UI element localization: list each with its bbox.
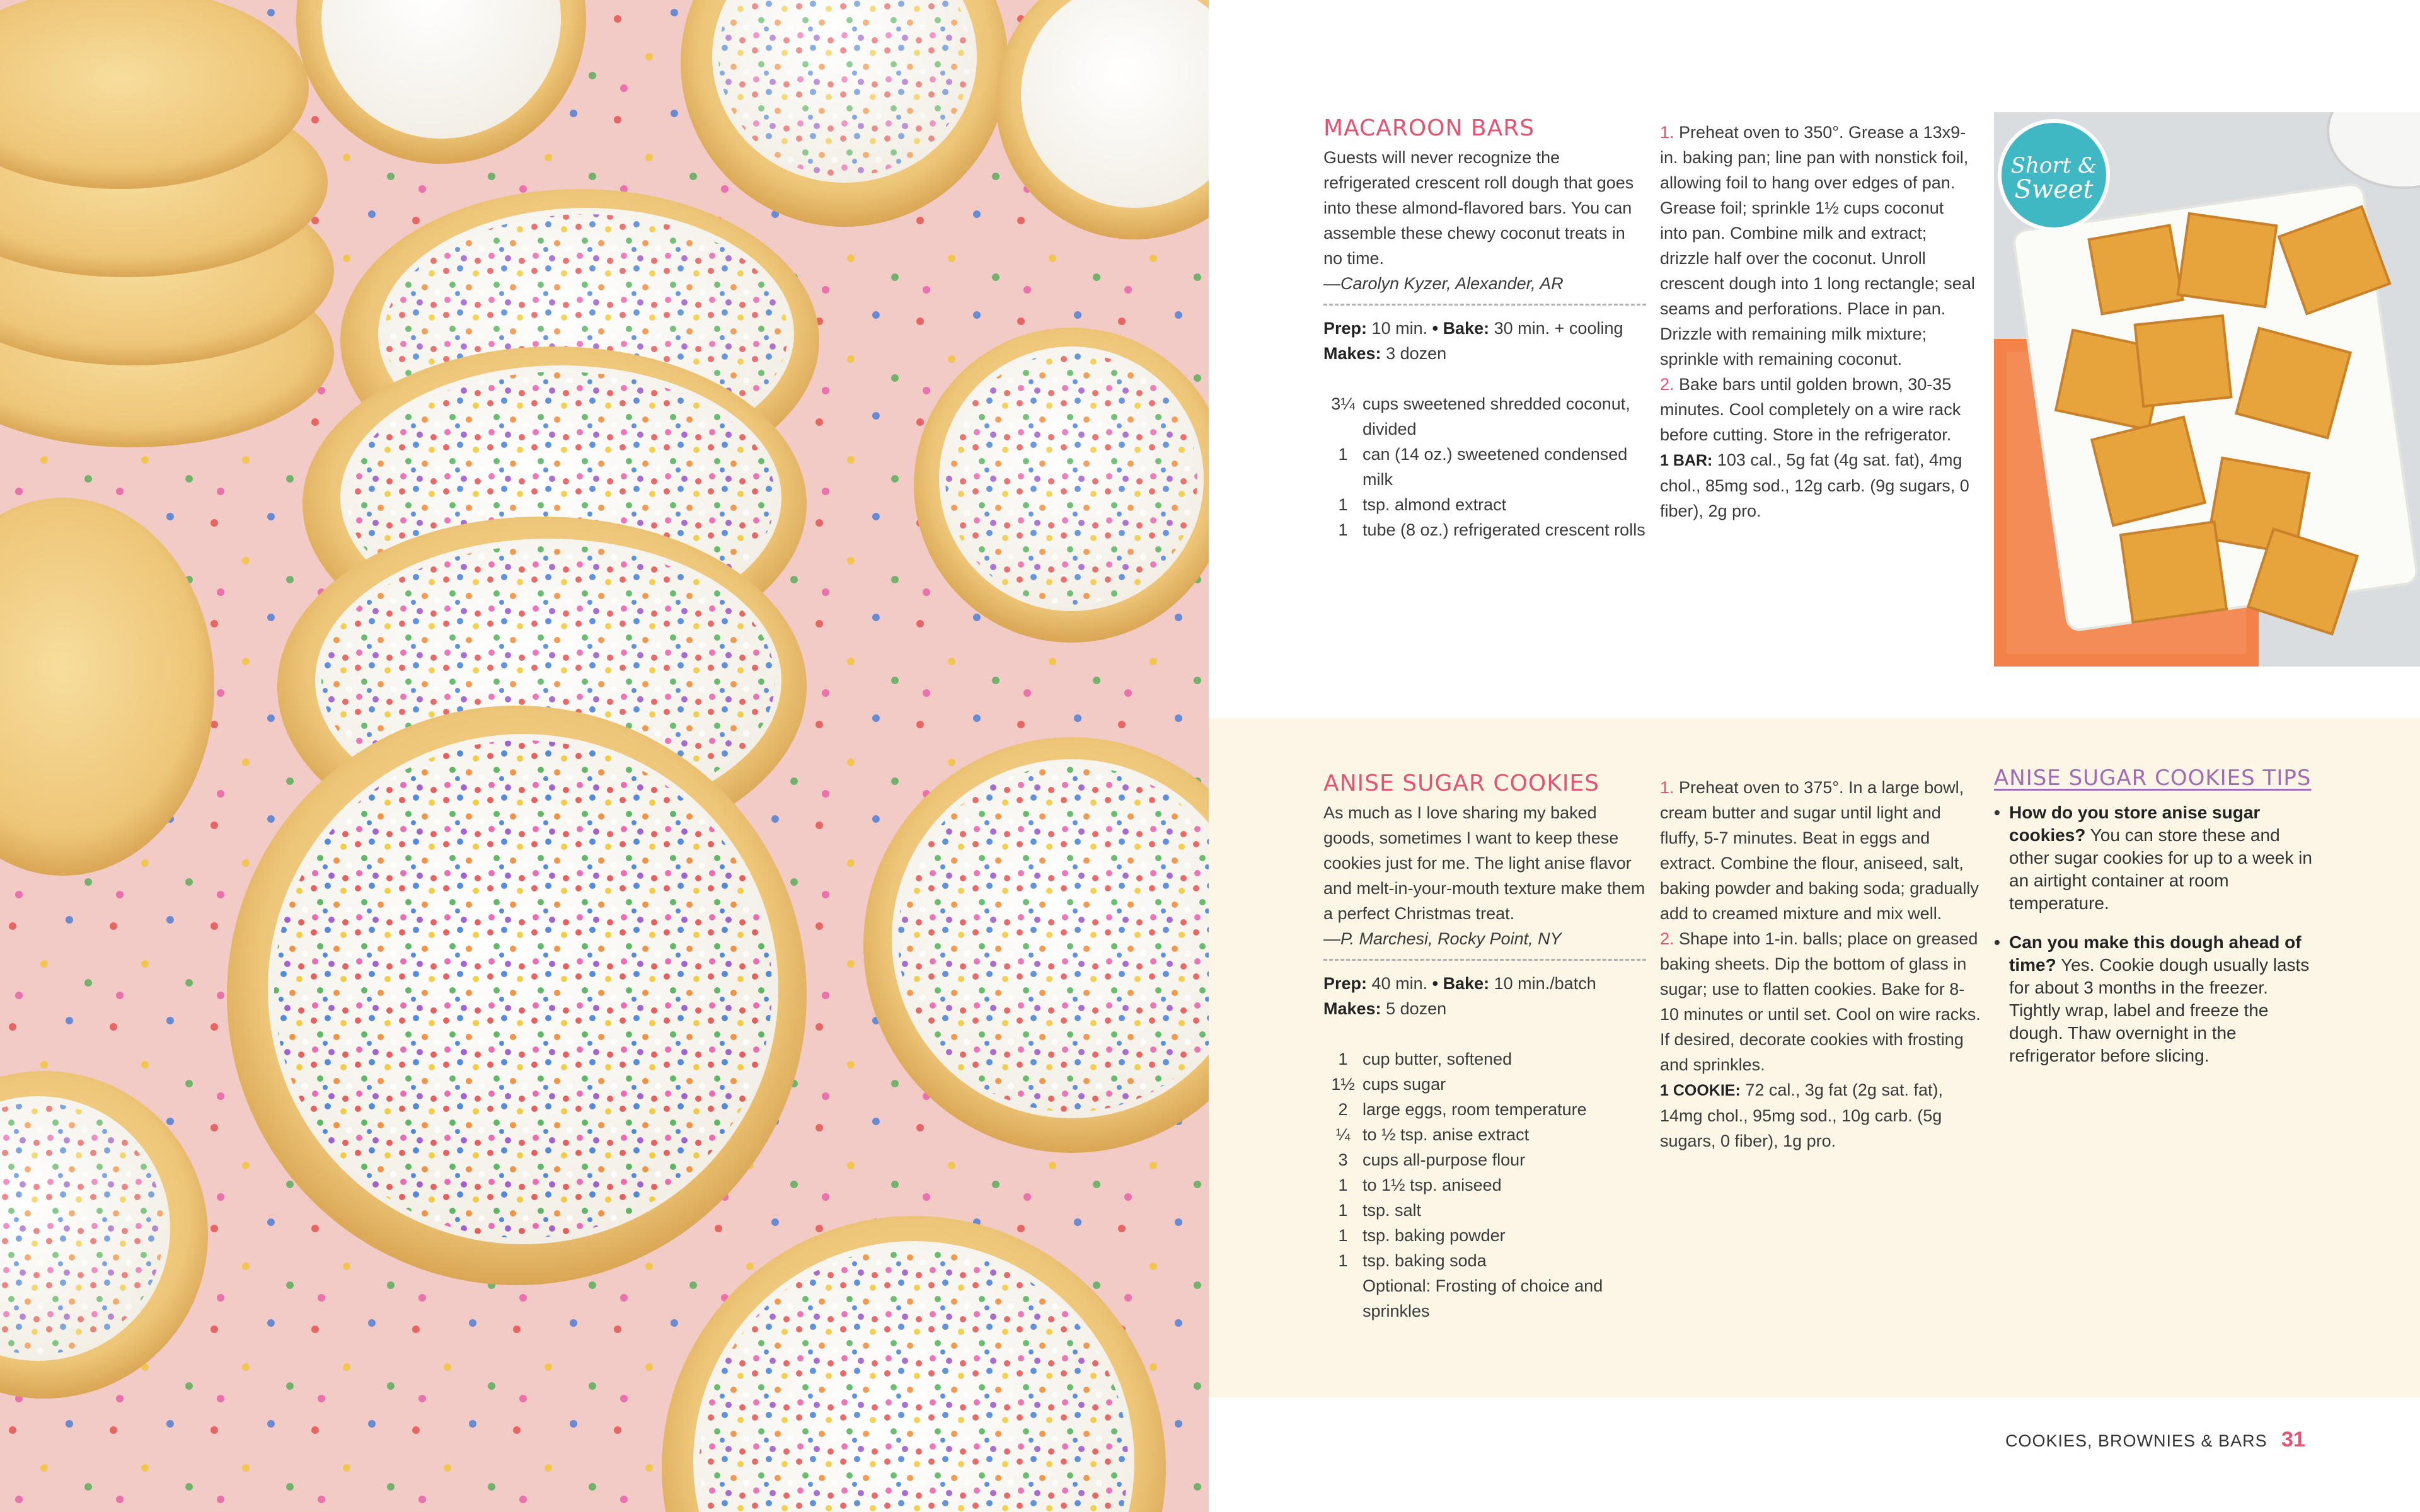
recipe-byline: —P. Marchesi, Rocky Point, NY [1323,929,1562,948]
ingredient-qty: 1 [1338,495,1348,514]
makes-value: 3 dozen [1386,344,1447,363]
prep-label: Prep: [1323,974,1368,993]
ingredient-item [1323,1072,1646,1097]
recipe-byline: —Carolyn Kyzer, Alexander, AR [1323,274,1564,293]
ingredient-item [1323,517,1646,542]
makes-value: 5 dozen [1386,999,1447,1018]
step-number: 2. [1660,375,1674,394]
dashed-divider [1323,959,1646,961]
badge-line-1: Short & [2010,153,2097,178]
ingredient-text: tsp. salt [1363,1201,1422,1220]
ingredient-qty: 1 [1338,1251,1348,1270]
step-text: Bake bars until golden brown, 30-35 minutes. Cool completely on a wire rack before cutting. Store in the refrigerator. [1660,375,1961,444]
ingredient-item [1323,1172,1646,1198]
ingredient-item [1323,442,1646,492]
ingredient-text: tube (8 oz.) refrigerated crescent rolls [1363,520,1645,539]
direction-step [1660,775,1983,926]
ingredient-text: cups sweetened shredded coconut, divided [1363,394,1630,438]
direction-step [1660,926,1983,1077]
badge-line-2: Sweet [2014,175,2094,204]
recipe-times [1323,971,1646,996]
step-number: 2. [1660,929,1674,948]
ingredient-text: to ½ tsp. anise extract [1363,1125,1530,1144]
page-number: 31 [2281,1428,2305,1452]
bullet-icon: • [1994,932,2000,952]
ingredient-qty: 1 [1338,1050,1348,1068]
anise-cookies-directions-column [1660,775,1983,1154]
ingredient-qty: 3 [1338,1150,1348,1169]
ingredient-text: to 1½ tsp. aniseed [1363,1176,1502,1194]
ingredient-text: cup butter, softened [1363,1050,1512,1068]
tips-box [1994,764,2322,1084]
ingredient-qty: 1 [1338,520,1348,539]
bake-label: Bake: [1443,319,1490,338]
recipe-intro: As much as I love sharing my baked goods, sometimes I want to keep these cookies just for me. The light anise flavor and melt-in-your-mouth texture make them a perfect Christmas treat. [1323,803,1645,923]
ingredient-item [1323,1223,1646,1248]
step-text: Preheat oven to 350°. Grease a 13x9-in. baking pan; line pan with nonstick foil, allowing foil to hang over edges of pan. Grease foil; sprinkle 1½ cups coconut into pan. Combine milk and extract; drizzle half over the coconut. Unroll crescent dough into 1 long rectangle; seal seams and perforations. Place in pan. Drizzle with remaining milk mixture; sprinkle with remaining coconut. [1660,123,1975,369]
ingredient-qty: ¼ [1335,1125,1351,1144]
direction-step [1660,372,1975,447]
ingredient-qty: 1½ [1331,1075,1355,1094]
recipe-times [1323,316,1646,341]
tip-answer: Yes. Cookie dough usually lasts for about 3 months in the freezer. Tightly wrap, label and freeze the dough. Thaw overnight in the refrigerator before slicing. [2009,955,2310,1065]
ingredient-text: tsp. baking soda [1363,1251,1487,1270]
bake-time: 10 min./batch [1494,974,1596,993]
dashed-divider [1323,304,1646,306]
prep-time: 10 min. [1371,319,1428,338]
tip-text [2009,801,2322,915]
makes-label: Makes: [1323,344,1381,363]
ingredient-item [1323,1273,1646,1324]
ingredient-text: tsp. baking powder [1363,1226,1506,1245]
recipe-intro: Guests will never recognize the refrigerated crescent roll dough that goes into these almond-flavored bars. You can assemble these chewy coconut treats in no time. [1323,148,1634,268]
recipe-title: MACAROON BARS [1323,115,1535,141]
ingredient-item [1323,1198,1646,1223]
cookies-photo [0,0,1209,1512]
ingredient-text: can (14 oz.) sweetened condensed milk [1363,445,1628,489]
ingredient-item [1323,1122,1646,1147]
recipe-page [1209,0,2420,1512]
anise-cookies-intro-column [1323,769,1646,1324]
step-text: Preheat oven to 375°. In a large bowl, cream butter and sugar until light and fluffy, 5-7 minutes. Beat in eggs and extract. Combine the flour, aniseed, salt, baking powder and baking soda; gradually add to creamed mixture and mix well. [1660,778,1979,923]
direction-step [1660,120,1975,372]
ingredient-item [1323,1046,1646,1072]
ingredient-item [1323,391,1646,442]
tip-text [2009,931,2322,1067]
ingredient-text: Optional: Frosting of choice and sprinkles [1363,1276,1603,1320]
ingredient-text: tsp. almond extract [1363,495,1507,514]
recipe-title: ANISE SUGAR COOKIES [1323,770,1600,796]
ingredient-qty: 1 [1338,1201,1348,1220]
ingredient-text: cups sugar [1363,1075,1446,1094]
ingredient-list [1323,1046,1646,1324]
footer-section-title: COOKIES, BROWNIES & BARS [2005,1431,2267,1450]
bake-time: 30 min. + cooling [1494,319,1623,338]
ingredient-item [1323,1097,1646,1122]
tip-item [1994,931,2322,1067]
ingredient-item [1323,492,1646,517]
frosted-sugar-cookies-image [0,0,1209,1512]
step-text: Shape into 1-in. balls; place on greased baking sheets. Dip the bottom of glass in sugar; use to flatten cookies. Bake for 8-10 minutes or until set. Cool on wire racks. If desired, decorate cookies with frosting and sprinkles. [1660,929,1981,1074]
tips-title: ANISE SUGAR COOKIES TIPS [1994,765,2312,791]
ingredient-qty: 3¼ [1331,394,1355,413]
prep-label: Prep: [1323,319,1368,338]
bake-label: Bake: [1443,974,1490,993]
ingredient-text: cups all-purpose flour [1363,1150,1526,1169]
ingredient-item [1323,1248,1646,1273]
tip-question: How do you store anise sugar cookies? [2009,803,2261,845]
times-separator: • [1427,319,1443,338]
nutrition-facts [1660,1077,1983,1154]
ingredient-item [1323,1147,1646,1172]
ingredient-qty: 1 [1338,1176,1348,1194]
ingredient-list [1323,391,1646,542]
nutrition-facts [1660,447,1975,524]
ingredient-qty: 1 [1338,445,1348,464]
ingredient-qty [1323,1273,1363,1324]
macaroon-bars-directions-column [1660,120,1975,524]
macaroon-bars-intro-column [1323,113,1646,542]
nutrition-text: 72 cal., 3g fat (2g sat. fat), 14mg chol., 95mg sod., 10g carb. (5g sugars, 0 fiber), 1g pro. [1660,1080,1943,1150]
tip-answer: You can store these and other sugar cookies for up to a week in an airtight container at room temperature. [2009,825,2312,913]
tip-question: Can you make this dough ahead of time? [2009,932,2302,975]
nutrition-text: 103 cal., 5g fat (4g sat. fat), 4mg chol., 85mg sod., 12g carb. (9g sugars, 0 fiber), 2g pro. [1660,450,1969,520]
nutrition-label: 1 BAR: [1660,452,1713,469]
bullet-icon: • [1994,803,2000,822]
prep-time: 40 min. [1371,974,1428,993]
ingredient-qty: 1 [1338,1226,1348,1245]
macaroon-bars-photo [1994,112,2420,667]
step-number: 1. [1660,778,1674,797]
makes-label: Makes: [1323,999,1381,1018]
ingredient-qty: 2 [1338,1100,1348,1119]
nutrition-label: 1 COOKIE: [1660,1082,1741,1099]
recipe-yield [1323,341,1646,366]
ingredient-text: large eggs, room temperature [1363,1100,1587,1119]
macaroon-bars-image [1994,112,2420,667]
tip-item [1994,801,2322,915]
step-number: 1. [1660,123,1674,142]
times-separator: • [1427,974,1443,993]
recipe-yield [1323,996,1646,1021]
